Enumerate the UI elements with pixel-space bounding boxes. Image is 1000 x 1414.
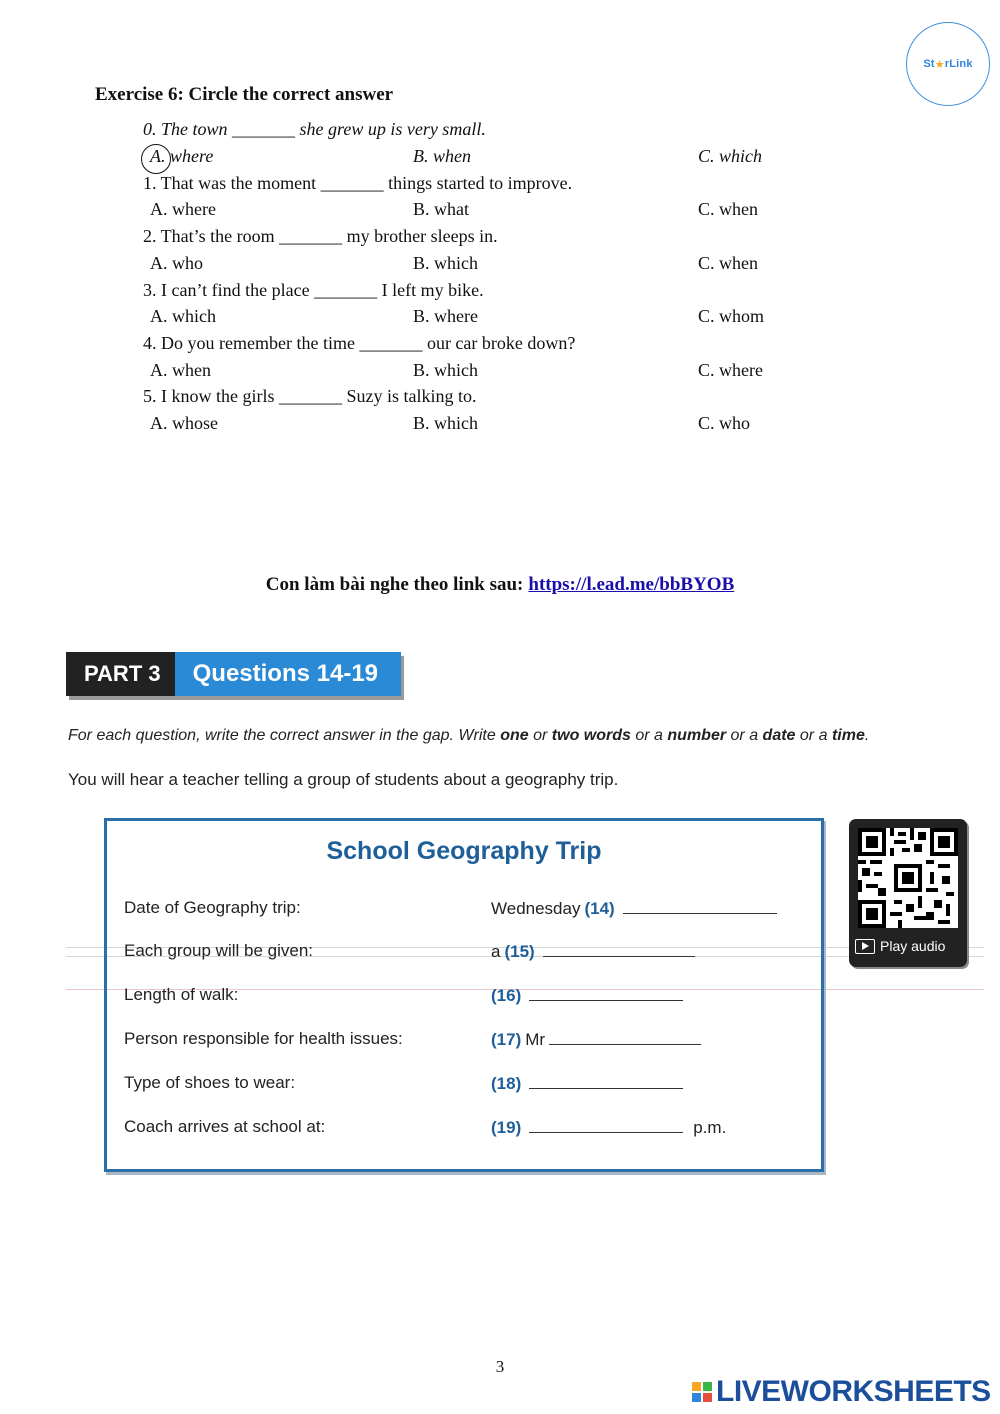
exercise-title: Exercise 6: Circle the correct answer — [95, 84, 394, 105]
option-0-b[interactable]: B. when — [413, 146, 471, 166]
row-value-group: a (15) — [491, 942, 695, 962]
listening-link[interactable]: https://l.ead.me/bbBYOB — [528, 574, 735, 595]
question-number-17: (17) — [491, 1030, 522, 1049]
option-5-b[interactable]: B. which — [413, 413, 478, 433]
question-5: 5. I know the girls _______ Suzy is talking to. — [143, 386, 477, 406]
option-4-b[interactable]: B. which — [413, 360, 478, 380]
play-icon — [855, 939, 875, 954]
option-1-b[interactable]: B. what — [413, 199, 469, 219]
geography-trip-form — [104, 818, 824, 1172]
option-5-c[interactable]: C. who — [698, 413, 751, 433]
question-1: 1. That was the moment _______ things started to improve. — [143, 173, 573, 193]
logo-text-end: rLink — [944, 58, 973, 70]
part-label: PART 3 — [66, 652, 175, 696]
row-label-health: Person responsible for health issues: — [124, 1029, 403, 1048]
row-value-health: (17) Mr — [491, 1030, 701, 1050]
option-4-c[interactable]: C. where — [698, 360, 763, 380]
audio-qr-card[interactable] — [849, 819, 967, 967]
questions-range: Questions 14-19 — [175, 652, 401, 696]
answer-gap-16[interactable] — [529, 986, 683, 1001]
page-number: 3 — [495, 1357, 505, 1376]
answer-gap-17[interactable] — [549, 1030, 701, 1045]
question-number-15: (15) — [504, 942, 535, 961]
option-3-c[interactable]: C. whom — [698, 306, 765, 326]
row-value-coach: (19) p.m. — [491, 1118, 727, 1137]
question-3: 3. I can’t find the place _______ I left my bike. — [143, 280, 484, 300]
option-1-a[interactable]: A. where — [150, 199, 216, 219]
form-title: School Geography Trip — [326, 837, 602, 865]
question-4: 4. Do you remember the time _______ our car broke down? — [143, 333, 576, 353]
answer-gap-18[interactable] — [529, 1074, 683, 1089]
question-2: 2. That’s the room _______ my brother sleeps in. — [143, 226, 498, 246]
row-value-date: Wednesday (14) — [491, 899, 777, 919]
logo-star-icon: ★ — [934, 58, 945, 71]
question-number-18: (18) — [491, 1074, 522, 1093]
option-1-c[interactable]: C. when — [698, 199, 758, 219]
instructions-line-1: For each question, write the correct answer in the gap. Write one or two words or a number or a date or a time. — [68, 727, 870, 744]
brand-name: LIVEWORKSHEETS — [716, 1375, 991, 1408]
liveworksheets-brand — [692, 1375, 991, 1409]
option-0-c[interactable]: C. which — [698, 146, 763, 166]
question-number-14: (14) — [584, 899, 615, 918]
option-3-a[interactable]: A. which — [150, 306, 216, 326]
row-label-coach: Coach arrives at school at: — [124, 1117, 326, 1136]
row-label-date: Date of Geography trip: — [124, 898, 301, 917]
qr-code-icon — [858, 828, 958, 928]
question-number-16: (16) — [491, 986, 522, 1005]
question-0: 0. The town _______ she grew up is very small. — [143, 119, 486, 139]
logo-text-start: St — [923, 58, 935, 70]
row-label-shoes: Type of shoes to wear: — [124, 1073, 296, 1092]
link-prefix: Con làm bài nghe theo link sau: — [265, 574, 524, 595]
starlink-logo — [906, 22, 990, 106]
option-2-c[interactable]: C. when — [698, 253, 758, 273]
question-number-19: (19) — [491, 1118, 522, 1137]
answer-gap-15[interactable] — [543, 942, 695, 957]
option-2-a[interactable]: A. who — [150, 253, 203, 273]
option-2-b[interactable]: B. which — [413, 253, 478, 273]
listening-link-line — [0, 574, 1000, 596]
answer-gap-19[interactable] — [529, 1118, 683, 1133]
instructions-line-2: You will hear a teacher telling a group of students about a geography trip. — [68, 770, 619, 789]
play-audio-button[interactable]: Play audio — [855, 938, 945, 954]
row-value-length — [491, 986, 683, 1006]
liveworksheets-logo-icon — [692, 1382, 712, 1402]
part-banner — [66, 652, 401, 696]
option-0-a[interactable]: A. where — [150, 146, 214, 166]
row-value-shoes — [491, 1074, 683, 1094]
option-4-a[interactable]: A. when — [150, 360, 211, 380]
option-3-b[interactable]: B. where — [413, 306, 478, 326]
row-label-group: Each group will be given: — [124, 941, 314, 960]
option-5-a[interactable]: A. whose — [150, 413, 218, 433]
answer-gap-14[interactable] — [623, 899, 777, 914]
row-label-length: Length of walk: — [124, 985, 239, 1004]
